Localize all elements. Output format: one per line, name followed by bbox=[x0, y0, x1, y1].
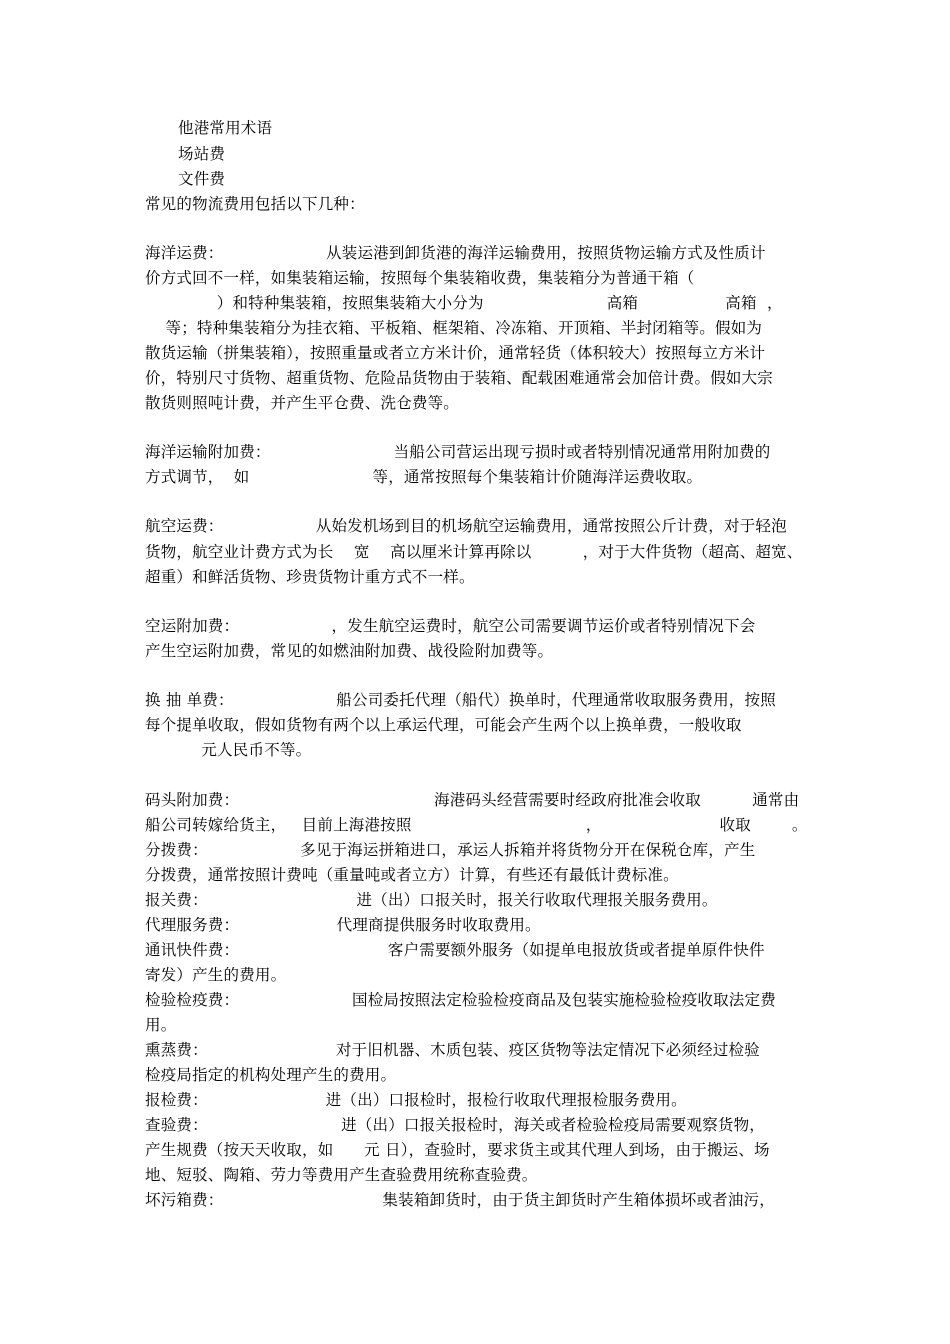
intro-item: 他港常用术语 bbox=[178, 119, 273, 137]
fee-paragraph-line: 散货运输（拼集装箱），按照重量或者立方米计价，通常轻货（体积较大）按照每立方米计 bbox=[145, 344, 766, 362]
fee-paragraph-line: 航空运费： 从始发机场到目的机场航空运输费用，通常按照公斤计费，对于轻泡 bbox=[145, 517, 787, 535]
fee-paragraph-line: 分拨费，通常按照计费吨（重量吨或者立方）计算，有些还有最低计费标准。 bbox=[145, 866, 679, 884]
fee-paragraph-line: 码头附加费： 海港码头经营需要时经政府批准会收取 通常由 bbox=[145, 791, 800, 809]
fee-paragraph-line: 分拨费： 多见于海运拼箱进口，承运人拆箱并将货物分开在保税仓库，产生 bbox=[145, 841, 756, 859]
fee-paragraph-line: 价方式回不一样，如集装箱运输，按照每个集装箱收费，集装箱分为普通干箱（ bbox=[145, 269, 695, 287]
fee-paragraph-line: 船公司转嫁给货主， 目前上海港按照 ， 收取 。 bbox=[145, 816, 808, 834]
fee-paragraph-line: ）和特种集装箱，按照集装箱大小分为 高箱 高箱 ， bbox=[145, 294, 783, 312]
fee-paragraph-line: 产生规费（按天天收取，如 元 日），查验时，要求货主或其代理人到场，由于搬运、场 bbox=[145, 1141, 770, 1159]
fee-paragraph-line: 报检费： 进（出）口报检时，报检行收取代理报检服务费用。 bbox=[145, 1091, 687, 1109]
fee-paragraph-line: 报关费： 进（出）口报关时，报关行收取代理报关服务费用。 bbox=[145, 891, 718, 909]
fee-paragraph-line: 散货则照吨计费，并产生平仓费、洗仓费等。 bbox=[145, 394, 460, 412]
fee-paragraph-line: 空运附加费： ，发生航空运费时，航空公司需要调节运价或者特别情况下会 bbox=[145, 617, 756, 635]
intro-item: 文件费 bbox=[178, 170, 226, 188]
fee-paragraph-line: 每个提单收取，假如货物有两个以上承运代理，可能会产生两个以上换单费，一般收取 bbox=[145, 716, 742, 734]
fee-paragraph-line: 坏污箱费： 集装箱卸货时，由于货主卸货时产生箱体损坏或者油污， bbox=[145, 1191, 775, 1209]
fee-paragraph-line: 检疫局指定的机构处理产生的费用。 bbox=[145, 1066, 397, 1084]
fee-paragraph-line: 通讯快件费： 客户需要额外服务（如提单电报放货或者提单原件快件 bbox=[145, 941, 765, 959]
fee-paragraph-line: 用。 bbox=[145, 1016, 177, 1034]
fee-paragraph-line: 代理服务费： 代理商提供服务时收取费用。 bbox=[145, 916, 541, 934]
fee-paragraph-line: 价，特别尺寸货物、超重货物、危险品货物由于装箱、配载困难通常会加倍计费。假如大宗 bbox=[145, 369, 774, 387]
section-heading: 常见的物流费用包括以下几种： bbox=[145, 195, 365, 213]
fee-paragraph-line: 货物，航空业计费方式为长 宽 高以厘米计算再除以 ，对于大件货物（超高、超宽、 bbox=[145, 543, 803, 561]
fee-paragraph-line: 等；特种集装箱分为挂衣箱、平板箱、框架箱、冷冻箱、开顶箱、半封闭箱等。假如为 bbox=[145, 319, 763, 337]
fee-paragraph-line: 检验检疫费： 国检局按照法定检验检疫商品及包装实施检验检疫收取法定费 bbox=[145, 991, 776, 1009]
fee-paragraph-line: 产生空运附加费，常见的如燃油附加费、战役险附加费等。 bbox=[145, 642, 554, 660]
fee-paragraph-line: 元人民币不等。 bbox=[145, 741, 312, 759]
fee-paragraph-line: 熏蒸费： 对于旧机器、木质包装、疫区货物等法定情况下必须经过检验 bbox=[145, 1041, 760, 1059]
fee-paragraph-line: 超重）和鲜活货物、珍贵货物计重方式不一样。 bbox=[145, 568, 475, 586]
fee-paragraph-line: 海洋运输附加费： 当船公司营运出现亏损时或者特别情况通常用附加费的 bbox=[145, 443, 771, 461]
fee-paragraph-line: 海洋运费： 从装运港到卸货港的海洋运输费用，按照货物运输方式及性质计 bbox=[145, 244, 766, 262]
fee-paragraph-line: 地、短驳、陶箱、劳力等费用产生查验费用统称查验费。 bbox=[145, 1166, 538, 1184]
intro-item: 场站费 bbox=[178, 145, 226, 163]
fee-paragraph-line: 换 抽 单费： 船公司委托代理（船代）换单时，代理通常收取服务费用，按照 bbox=[145, 691, 776, 709]
fee-paragraph-line: 方式调节， 如 等，通常按照每个集装箱计价随海洋运费收取。 bbox=[145, 468, 703, 486]
fee-paragraph-line: 寄发）产生的费用。 bbox=[145, 966, 287, 984]
fee-paragraph-line: 查验费： 进（出）口报关报检时，海关或者检验检疫局需要观察货物， bbox=[145, 1116, 766, 1134]
